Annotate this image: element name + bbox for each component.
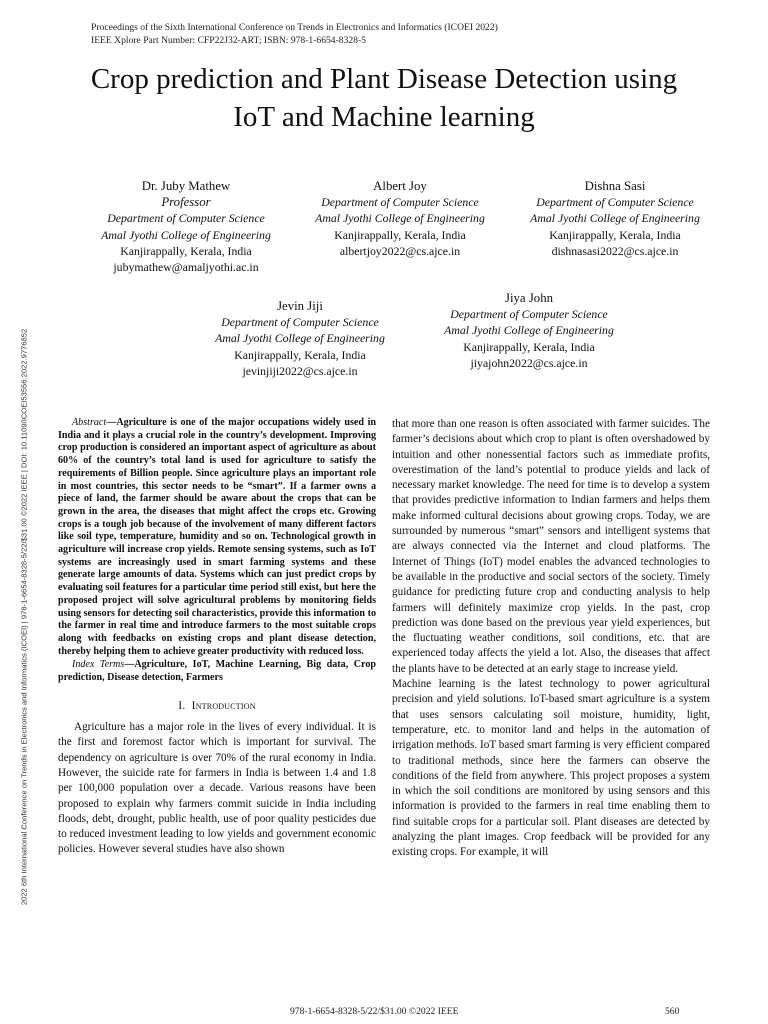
author-name: Dr. Juby Mathew [141,179,231,193]
section-heading [58,698,376,713]
author-name: Dishna Sasi [584,179,646,193]
author-block [200,298,400,379]
author-block [300,178,500,259]
author-location: Kanjirappally, Kerala, India [463,339,595,354]
right-column [392,417,710,861]
author-college: Amal Jyothi College of Engineering [101,227,271,242]
header-line-2: IEEE Xplore Part Number: CFP22J32-ART; ISBN: 978-1-6654-8328-5 [91,34,366,46]
author-location: Kanjirappally, Kerala, India [234,347,366,362]
doi-sidebar-text: 2022 6th International Conference on Trends in Electronics and Informatics (ICOEI) | 978-1-6654-8328-5/22/$31.00 ©2022 IEEE | DOI: 10.1109/ICOEI53556.2022.9776852 [19,328,29,906]
author-email: albertjoy2022@cs.ajce.in [339,243,461,258]
abstract-label: Abstract [72,417,107,428]
author-location: Kanjirappally, Kerala, India [549,227,681,242]
author-college: Amal Jyothi College of Engineering [444,323,614,338]
author-college: Amal Jyothi College of Engineering [315,211,485,226]
section-number: I. [178,698,186,712]
section-title: Introduction [191,698,256,712]
author-block [429,290,629,371]
author-name: Jevin Jiji [277,299,323,313]
author-role: Professor [161,195,211,210]
index-terms-text: —Agriculture, IoT, Machine Learning, Big data, Crop prediction, Disease detection, Farmers [58,659,376,684]
author-college: Amal Jyothi College of Engineering [530,211,700,226]
author-location: Kanjirappally, Kerala, India [334,227,466,242]
author-location: Kanjirappally, Kerala, India [120,243,252,258]
author-block [515,178,715,259]
body-paragraph: Machine learning is the latest technology to power agricultural precision and yield solutions. IoT-based smart agriculture is a system that uses sensors calculating soil moisture, humidity, light, temperature, etc. to monitor land and helps in the automation of irrigation methods. IoT based smart farming is very efficient compared to traditional methods, since here the farmers can observe the conditions of the field from anywhere. This project proposes a system in which the soil conditions are monitored by using sensors and this information is provided to the farmers in real time enabling them to find suitable crops for a particular soil. Plant diseases are detected by analyzing the plant images. Crop feedback will be provided for any existing crops. For example, it will [392,678,710,859]
intro-paragraph: Agriculture has a major role in the lives of every individual. It is the first and foremost factor which is important for survival. The dependency on agriculture is over 70% of the rural economy in India. However, the suicide rate for farmers in India is between 1.4 and 1.8 per 100,000 population over a decade. Various reasons have been proposed to explain why farmers commit suicide in India including floods, debt, drought, public health, use of poor quality pesticides due to reduced investment leading to low yields and government economic policies. However several studies have also shown [58,721,376,856]
abstract-text: —Agriculture is one of the major occupations widely used in India and it plays a crucial role in the country’s development. Improving crop production is considered an important aspect of agriculture as about 60% of the country’s total land is used for agriculture to satisfy the requirements of Billion people. Since agriculture plays an important role in most countries, this sector needs to be “smart”. If a farmer owns a piece of land, the farmer should be aware about the crops that can be grown in the area, the diseases that might affect the crops etc. Growing crops is a tough job because of the involvement of many different factors like soil type, temperature, humidity and so on. Technological growth in agriculture will increase crop yields. Remote sensing systems, such as IoT systems are increasingly used in smart farming systems and these generate large amounts of data. Systems which can just predict crops by evaluating soil features for a particular time period still exist, but here the proposed project will solve agricultural problems by monitoring fields using sensors for detecting soil characteristics, provide this information to the farmer in real time and introduce farmers to the most suitable crops along with feedbacks on existing crops and plant disease detection, thereby helping them to achieve greater productivity with reduced loss. [58,417,376,657]
author-email: jiyajohn2022@cs.ajce.in [470,355,588,370]
page-number: 560 [665,1006,680,1017]
author-college: Amal Jyothi College of Engineering [215,331,385,346]
body-paragraph: that more than one reason is often associated with farmer suicides. The farmer’s decisions about which crop to plant is often overshadowed by intuition and other nonessential factors such as immediate profits, overestimation of the land’s potential to produce yields and lack of necessary market knowledge. The need for time is to develop a system that provides predictive information to Indian farmers and helps them make informed cultural decisions about growing crops. Today, we are surrounded by numerous “smart” sensors and intelligent systems that are always connected via the Internet and cloud platforms. The Internet of Things (IoT) model enables the advanced technologies to be available in the productive and social sectors of the society. Timely guidance for predicting future crop and conducting analysis to help farmers will definitely maximize crop yields. In the past, crop prediction was done based on the previous year yield experiences, but the fluctuating weather conditions, soil conditions, etc. that are experienced today affects the yield a lot. Also, the diseases that affect the plants have to be detected at an early stage to increase yield. [392,418,710,675]
index-terms [58,659,376,684]
author-department: Department of Computer Science [321,195,479,210]
doi-sidebar [9,232,39,1002]
paper-title [30,60,738,136]
index-terms-label: Index Terms [72,659,125,671]
author-email: dishnasasi2022@cs.ajce.in [551,243,679,258]
author-department: Department of Computer Science [221,315,379,330]
author-email: jubymathew@amaljyothi.ac.in [113,260,259,275]
abstract [58,417,376,658]
author-department: Department of Computer Science [536,195,694,210]
author-name: Albert Joy [373,179,427,193]
footer-copyright: 978-1-6654-8328-5/22/$31.00 ©2022 IEEE [290,1006,459,1017]
author-name: Jiya John [505,291,553,305]
title-line-1: Crop prediction and Plant Disease Detection using [90,63,678,95]
title-line-2: IoT and Machine learning [233,101,535,133]
author-email: jevinjiji2022@cs.ajce.in [242,363,358,378]
header-line-1: Proceedings of the Sixth International Conference on Trends in Electronics and Informatics (ICOEI 2022) [91,22,498,33]
conference-header [91,22,711,47]
author-department: Department of Computer Science [107,211,265,226]
left-column [58,417,376,858]
author-block [86,178,286,275]
author-department: Department of Computer Science [450,307,608,322]
